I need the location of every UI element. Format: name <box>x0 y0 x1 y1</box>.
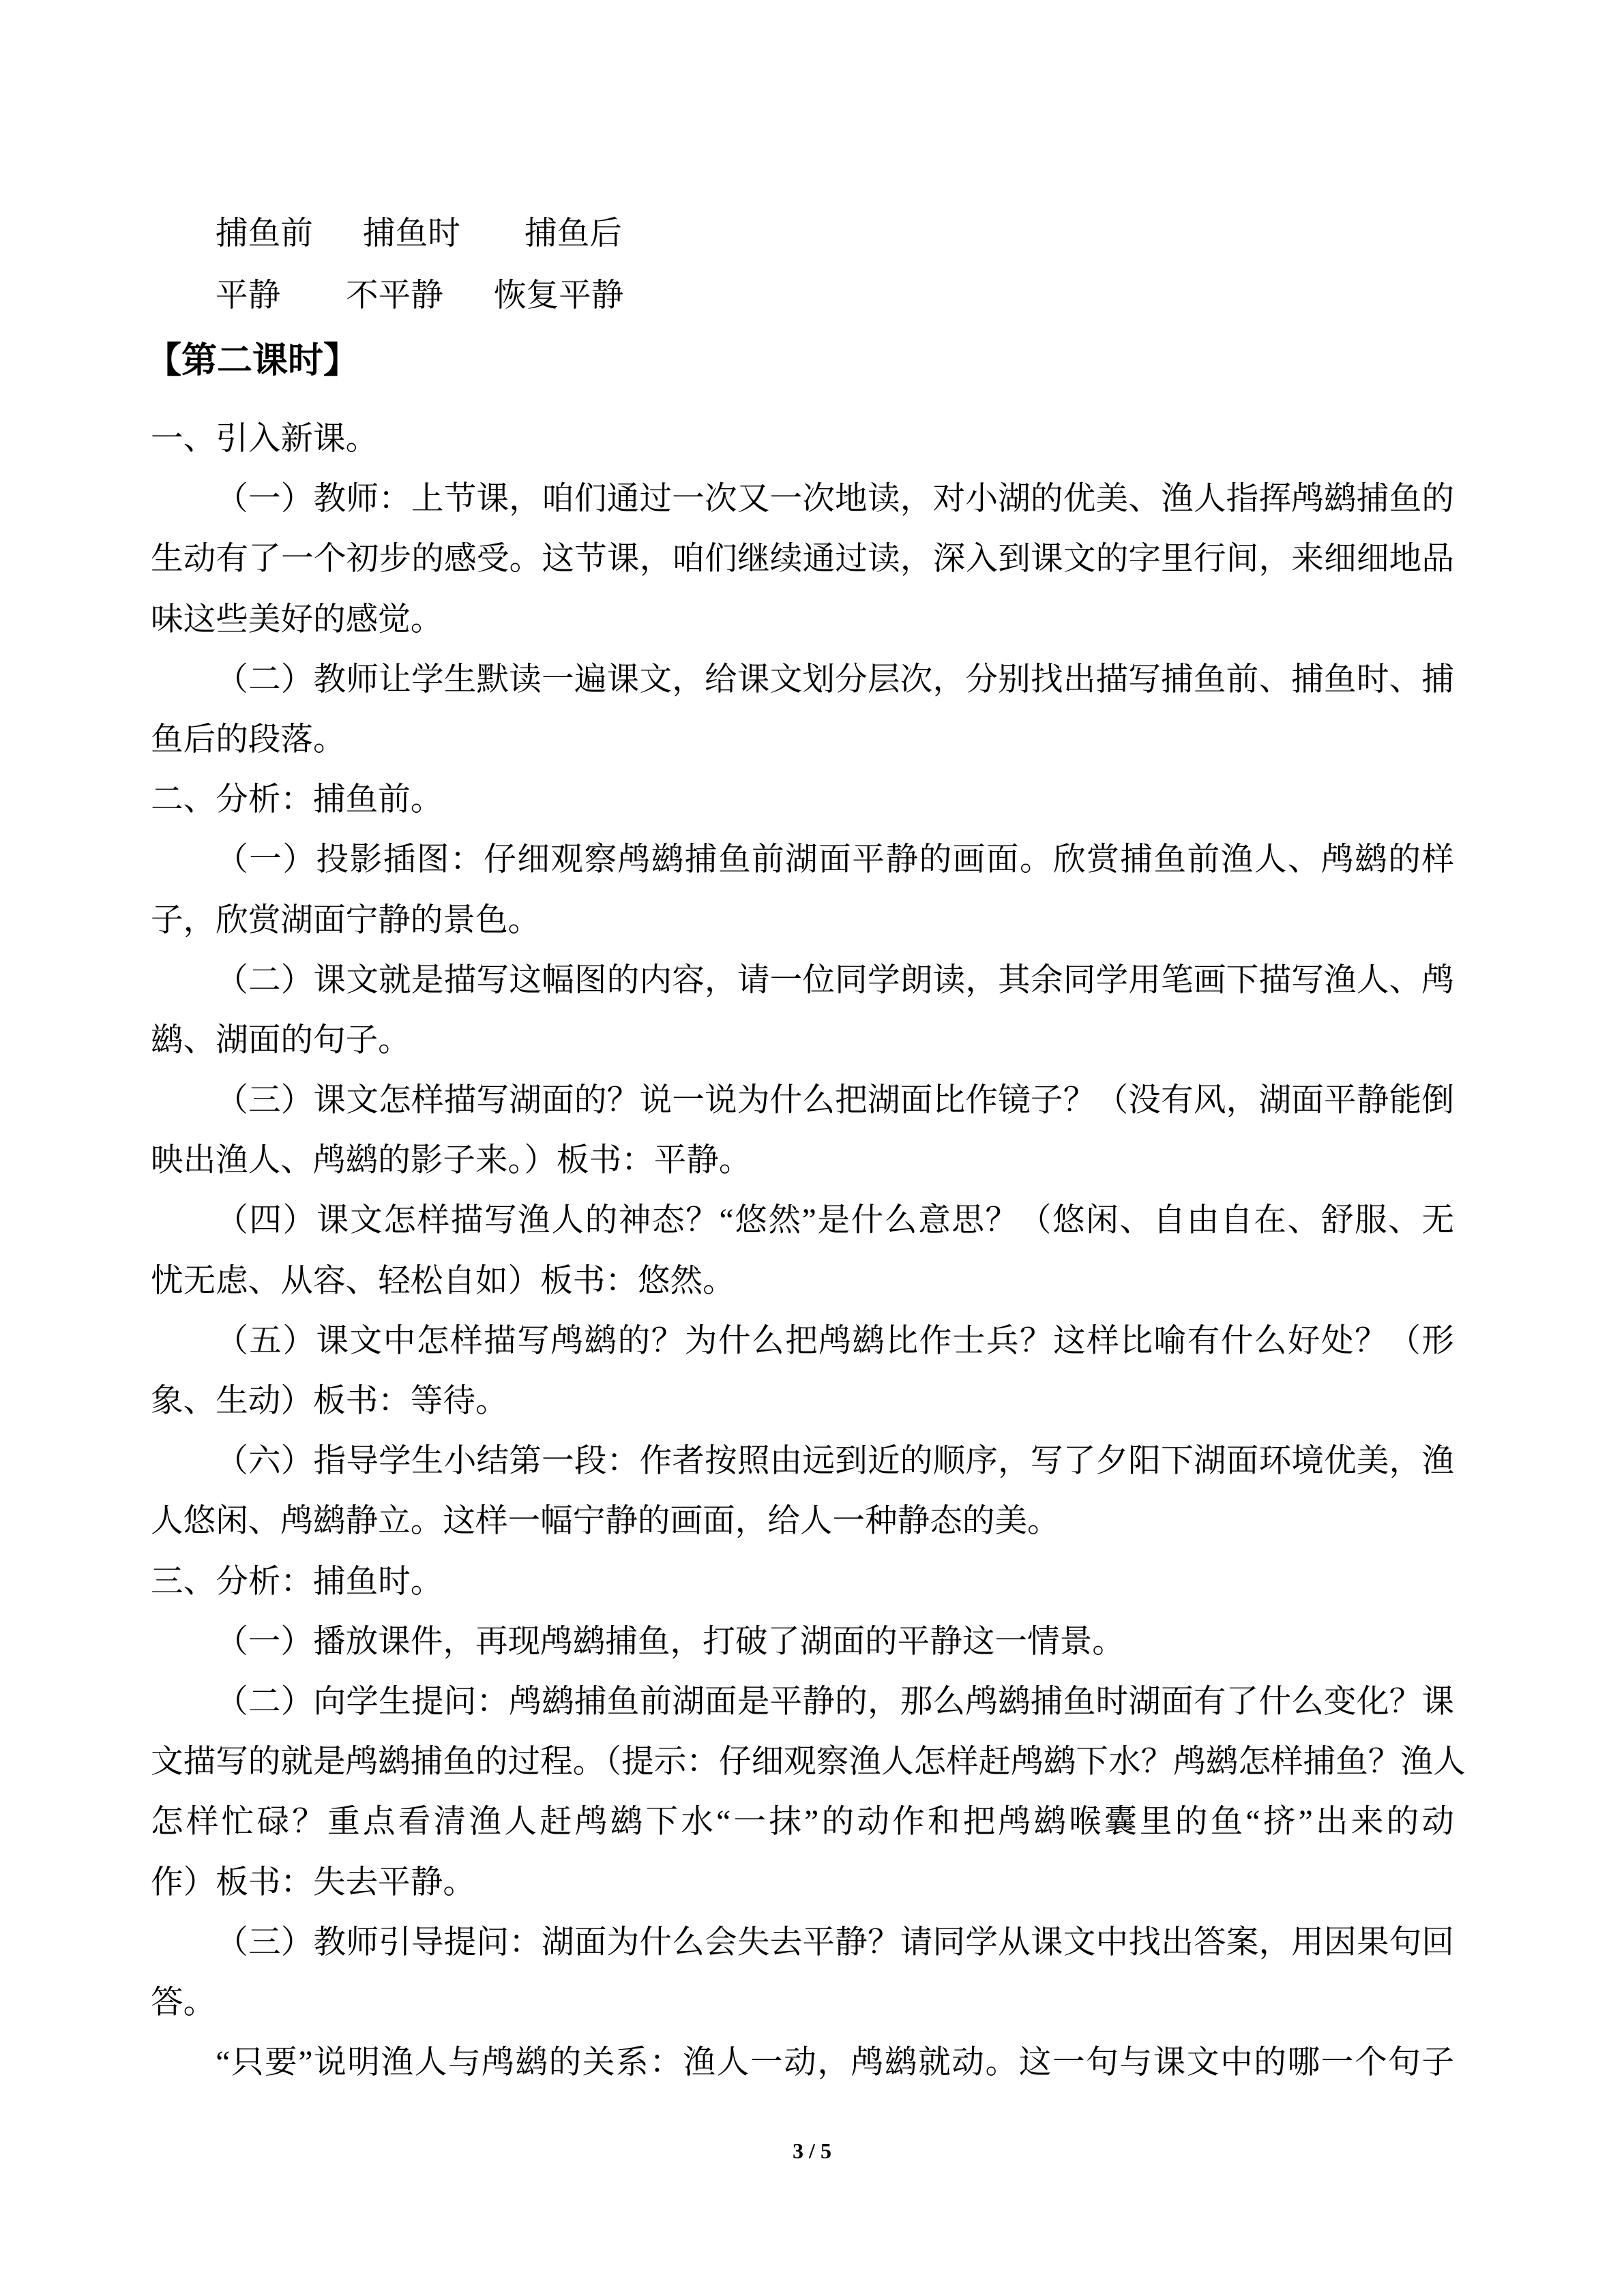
paragraph-line: （一）教师：上节课，咱们通过一次又一次地读，对小湖的优美、渔人指挥鸬鹚捕鱼的 <box>216 481 1454 518</box>
paragraph-line: 鱼后的段落。 <box>151 721 346 758</box>
state-row <box>0 265 1624 327</box>
paragraph-line: （五）课文中怎样描写鸬鹚的？为什么把鸬鹚比作士兵？这样比喻有什么好处？（形 <box>216 1323 1454 1359</box>
paragraph-line: 怎样忙碌？重点看清渔人赶鸬鹚下水“一抹”的动作和把鸬鹚喉囊里的鱼“挤”出来的动 <box>151 1804 1454 1840</box>
paragraph-line: （二）教师让学生默读一遍课文，给课文划分层次，分别找出描写捕鱼前、捕鱼时、捕 <box>216 661 1454 698</box>
paragraph-line: （三）教师引导提问：湖面为什么会失去平静？请同学从课文中找出答案，用因果句回 <box>216 1924 1454 1960</box>
page-number: 3 / 5 <box>793 2138 831 2163</box>
paragraph-line: 象、生动）板书：等待。 <box>151 1384 508 1419</box>
paragraph-line: （四）课文怎样描写渔人的神态？“悠然”是什么意思？（悠闲、自由自在、舒服、无 <box>216 1203 1454 1239</box>
stage-after: 捕鱼后 <box>525 216 622 252</box>
stage-row <box>0 203 1624 265</box>
paragraph-line: （一）播放课件，再现鸬鹚捕鱼，打破了湖面的平静这一情景。 <box>216 1624 1125 1660</box>
section-title: 二、分析：捕鱼前。 <box>151 782 443 818</box>
body-text <box>151 409 1466 2093</box>
paragraph-line: （一）投影插图：仔细观察鸬鹚捕鱼前湖面平静的画面。欣赏捕鱼前渔人、鸬鹚的样 <box>216 842 1454 878</box>
stage-during: 捕鱼时 <box>363 216 460 252</box>
paragraph-line: 答。 <box>151 1984 216 2021</box>
paragraph-line: 作）板书：失去平静。 <box>151 1864 475 1900</box>
paragraph-line: 子，欣赏湖面宁静的景色。 <box>151 902 541 938</box>
paragraph-line: 忧无虑、从容、轻松自如）板书：悠然。 <box>151 1263 735 1299</box>
section-title: 一、引入新课。 <box>151 421 379 457</box>
paragraph-line: 文描写的就是鸬鹚捕鱼的过程。（提示：仔细观察渔人怎样赶鸬鹚下水？鸬鹚怎样捕鱼？渔人 <box>151 1744 1466 1780</box>
paragraph-line: “只要”说明渔人与鸬鹚的关系：渔人一动，鸬鹚就动。这一句与课文中的哪一个句子 <box>216 2045 1454 2081</box>
state-before: 平静 <box>216 278 281 314</box>
paragraph-line: 映出渔人、鸬鹚的影子来。）板书：平静。 <box>151 1143 752 1179</box>
paragraph-line: （六）指导学生小结第一段：作者按照由远到近的顺序，写了夕阳下湖面环境优美，渔 <box>216 1444 1454 1480</box>
paragraph-line: （三）课文怎样描写湖面的？说一说为什么把湖面比作镜子？（没有风，湖面平静能倒 <box>216 1083 1454 1119</box>
state-after: 恢复平静 <box>494 278 624 314</box>
lesson-heading: 【第二课时】 <box>146 342 359 381</box>
paragraph-line: 人悠闲、鸬鹚静立。这样一幅宁静的画面，给人一种静态的美。 <box>151 1504 1060 1540</box>
paragraph-line: 鹚、湖面的句子。 <box>151 1022 411 1058</box>
stage-before: 捕鱼前 <box>216 216 313 252</box>
paragraph-line: 味这些美好的感觉。 <box>151 601 443 638</box>
state-during: 不平静 <box>346 278 443 314</box>
paragraph-line: （二）课文就是描写这幅图的内容，请一位同学朗读，其余同学用笔画下描写渔人、鸬 <box>216 962 1454 998</box>
paragraph-line: 生动有了一个初步的感受。这节课，咱们继续通过读，深入到课文的字里行间，来细细地品 <box>151 541 1454 578</box>
paragraph-line: （二）向学生提问：鸬鹚捕鱼前湖面是平静的，那么鸬鹚捕鱼时湖面有了什么变化？课 <box>216 1684 1454 1720</box>
section-title: 三、分析：捕鱼时。 <box>151 1564 443 1600</box>
